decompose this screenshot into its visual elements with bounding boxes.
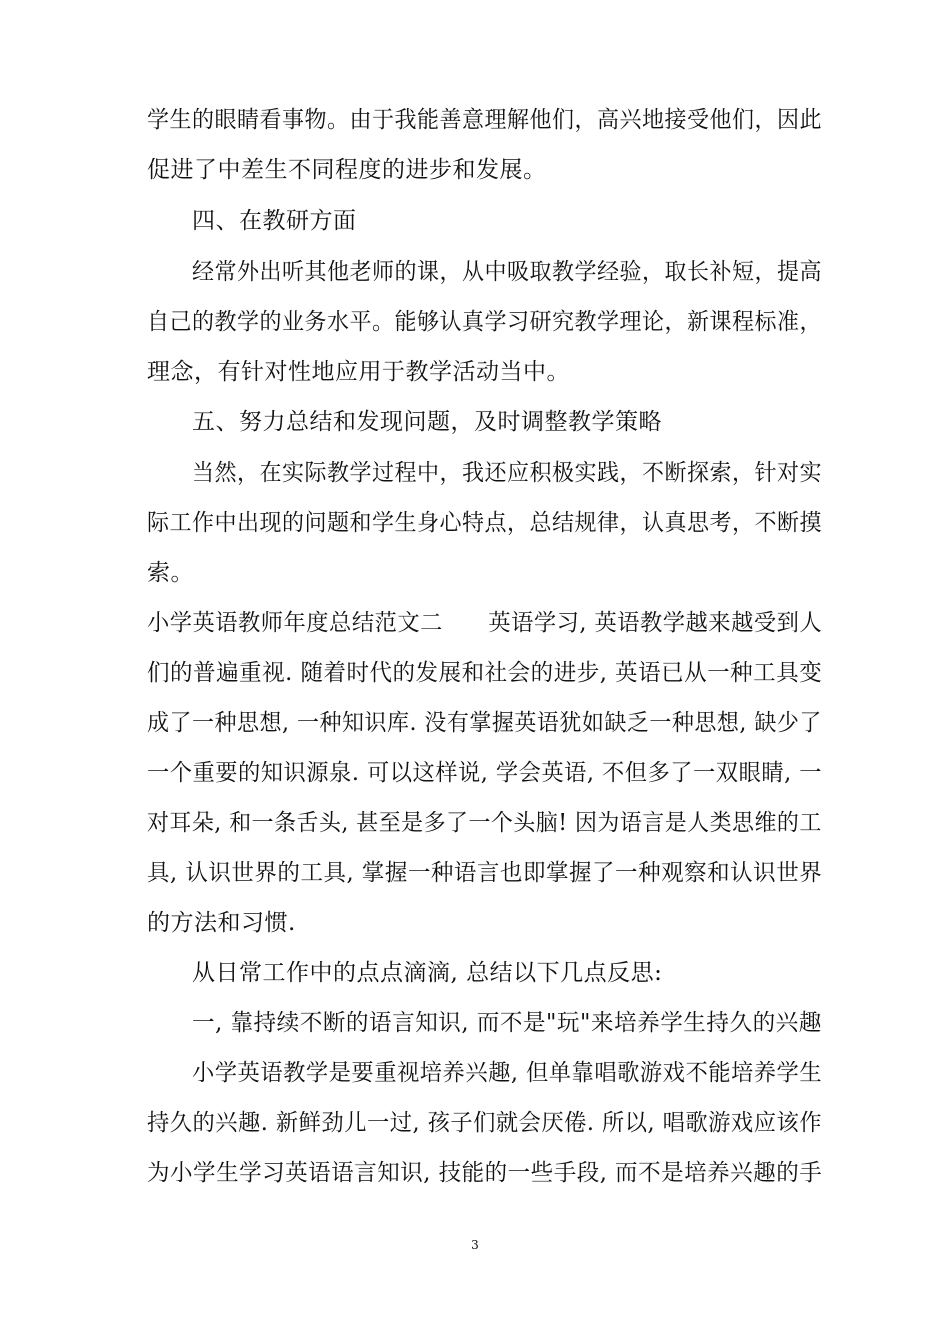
text-line: 小学英语教师年度总结范文二 英语学习, 英语教学越来越受到人 [147,610,823,636]
text-line: 理念，有针对性地应用于教学活动当中。 [147,359,570,385]
text-line: 一个重要的知识源泉. 可以这样说, 学会英语, 不但多了一双眼睛, 一 [147,760,822,786]
text-line: 的方法和习惯. [147,910,296,936]
section-heading: 四、在教研方面 [192,208,357,234]
text-line: 们的普遍重视. 随着时代的发展和社会的进步, 英语已从一种工具变 [147,660,823,686]
text-line: 经常外出听其他老师的课，从中吸取教学经验，取长补短，提高 [192,259,822,285]
text-line: 学生的眼睛看事物。由于我能善意理解他们，高兴地接受他们，因此 [147,107,822,133]
section-heading: 一, 靠持续不断的语言知识, 而不是"玩"来培养学生持久的兴趣 [192,1010,822,1036]
text-line: 促进了中差生不同程度的进步和发展。 [147,157,547,183]
text-line: 当然，在实际教学过程中，我还应积极实践，不断探索，针对实 [192,460,822,486]
text-line: 自己的教学的业务水平。能够认真学习研究教学理论，新课程标准， [147,309,822,335]
text-line: 小学英语教学是要重视培养兴趣, 但单靠唱歌游戏不能培养学生 [192,1060,823,1086]
page-number: 3 [471,1238,479,1252]
text-line: 索。 [147,560,194,586]
text-line: 从日常工作中的点点滴滴, 总结以下几点反思: [192,960,663,986]
text-line: 成了一种思想, 一种知识库. 没有掌握英语犹如缺乏一种思想, 缺少了 [147,710,822,736]
text-line: 具, 认识世界的工具, 掌握一种语言也即掌握了一种观察和认识世界 [147,860,823,886]
text-line: 为小学生学习英语语言知识, 技能的一些手段, 而不是培养兴趣的手 [147,1160,823,1186]
text-line: 持久的兴趣. 新鲜劲儿一过, 孩子们就会厌倦. 所以, 唱歌游戏应该作 [147,1110,822,1136]
text-line: 际工作中出现的问题和学生身心特点，总结规律，认真思考，不断摸 [147,510,822,536]
text-line: 对耳朵, 和一条舌头, 甚至是多了一个头脑! 因为语言是人类思维的工 [147,810,822,836]
section-heading: 五、努力总结和发现问题，及时调整教学策略 [192,409,662,435]
